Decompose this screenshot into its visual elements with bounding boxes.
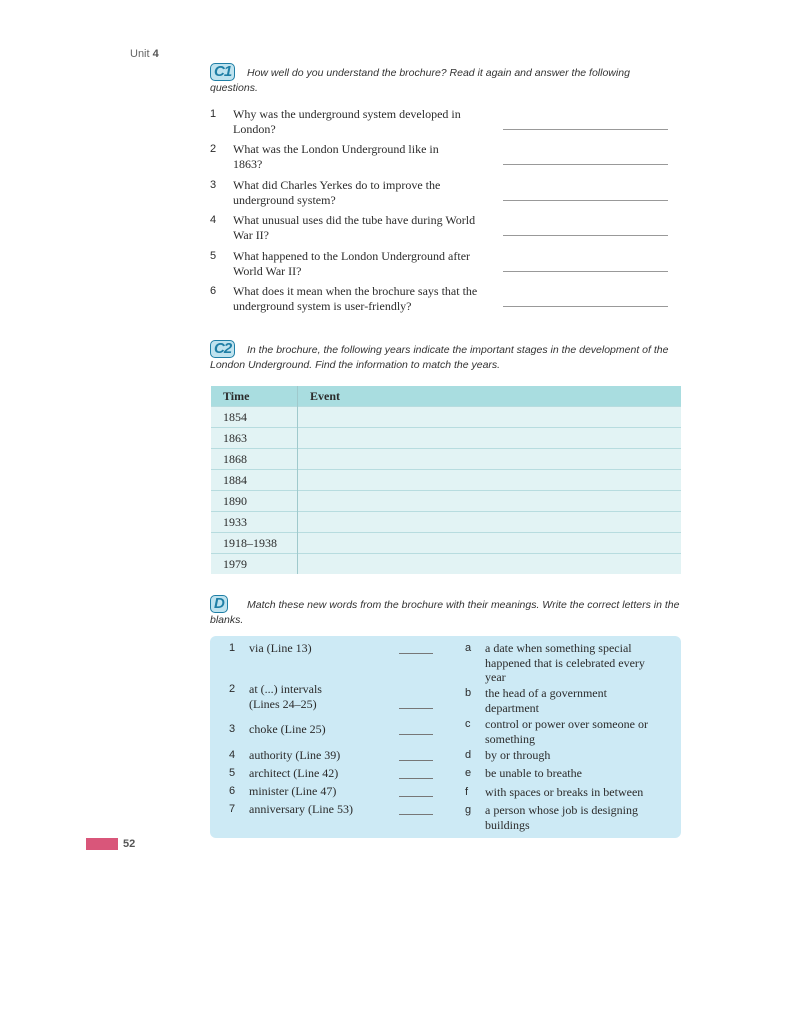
question-text: What did Charles Yerkes do to improve the underground system? [233, 178, 441, 207]
question-text: Why was the underground system developed in London? [233, 107, 461, 136]
event-cell[interactable] [298, 533, 682, 554]
unit-word: Unit [130, 48, 150, 60]
word-number: 7 [229, 803, 236, 815]
c1-question-6 [210, 284, 670, 314]
meaning-text: by or through [485, 748, 551, 762]
word-item-4 [229, 748, 439, 764]
answer-blank[interactable] [399, 760, 433, 761]
year-cell: 1890 [211, 491, 298, 512]
table-row [211, 449, 681, 470]
c1-question-2 [210, 142, 670, 172]
word-item-2 [229, 682, 439, 712]
answer-line[interactable] [503, 164, 668, 165]
header-time: Time [211, 386, 298, 407]
word-text: via (Line 13) [249, 641, 312, 655]
answer-blank[interactable] [399, 814, 433, 815]
year-cell: 1979 [211, 554, 298, 575]
table-row [211, 554, 681, 575]
word-text: choke (Line 25) [249, 722, 326, 736]
meaning-item-d [465, 748, 675, 764]
event-cell[interactable] [298, 428, 682, 449]
question-text: What unusual uses did the tube have during World War II? [233, 213, 476, 242]
c1-badge-label: C1 [210, 63, 235, 81]
table-row [211, 491, 681, 512]
unit-label [130, 48, 159, 60]
table-row [211, 533, 681, 554]
c1-question-1 [210, 107, 670, 137]
word-number: 1 [229, 642, 236, 654]
meaning-letter: c [465, 718, 471, 730]
word-number: 3 [229, 723, 236, 735]
question-number: 1 [210, 108, 217, 120]
meaning-item-b [465, 686, 675, 716]
word-number: 4 [229, 749, 236, 761]
meaning-item-f [465, 785, 680, 801]
timeline-table [211, 386, 681, 574]
meaning-text: a person whose job is designing buildings [485, 803, 638, 832]
year-cell: 1918–1938 [211, 533, 298, 554]
word-text: anniversary (Line 53) [249, 802, 353, 816]
year-cell: 1868 [211, 449, 298, 470]
answer-blank[interactable] [399, 653, 433, 654]
meaning-letter: g [465, 804, 472, 816]
page-number: 52 [123, 838, 136, 850]
unit-number: 4 [152, 48, 159, 60]
c1-question-3 [210, 178, 670, 208]
d-instructions: Match these new words from the brochure with their meanings. Write the correct letters in the blanks. [210, 599, 680, 626]
word-text: minister (Line 47) [249, 784, 337, 798]
answer-blank[interactable] [399, 708, 433, 709]
word-text: authority (Line 39) [249, 748, 341, 762]
word-item-3 [229, 722, 439, 738]
meaning-letter: d [465, 749, 472, 761]
question-text: What happened to the London Underground after World War II? [233, 249, 471, 278]
event-cell[interactable] [298, 491, 682, 512]
c2-instructions: In the brochure, the following years indicate the important stages in the development of the London Underground. Find the information to match the years. [210, 344, 669, 371]
question-number: 5 [210, 250, 217, 262]
page-number-bar [86, 838, 118, 850]
answer-blank[interactable] [399, 778, 433, 779]
c2-badge-label: C2 [210, 340, 235, 358]
d-badge-label: D [210, 595, 228, 613]
word-text: at (...) intervals (Lines 24–25) [249, 682, 322, 711]
word-item-6 [229, 784, 439, 800]
word-text: architect (Line 42) [249, 766, 339, 780]
question-number: 3 [210, 179, 217, 191]
word-item-7 [229, 802, 439, 818]
word-item-5 [229, 766, 439, 782]
meaning-letter: e [465, 767, 472, 779]
word-item-1 [229, 641, 439, 657]
meaning-item-c [465, 717, 675, 747]
event-cell[interactable] [298, 512, 682, 533]
table-row [211, 470, 681, 491]
answer-line[interactable] [503, 306, 668, 307]
answer-blank[interactable] [399, 796, 433, 797]
meaning-item-g [465, 803, 675, 833]
c1-question-5 [210, 249, 670, 279]
event-cell[interactable] [298, 470, 682, 491]
meaning-text: control or power over someone or something [485, 717, 648, 746]
answer-line[interactable] [503, 271, 668, 272]
c1-instructions: How well do you understand the brochure? Read it again and answer the following questions. [210, 67, 630, 94]
event-cell[interactable] [298, 554, 682, 575]
year-cell: 1884 [211, 470, 298, 491]
meaning-item-a [465, 641, 675, 685]
event-cell[interactable] [298, 407, 682, 428]
meaning-text: with spaces or breaks in between [485, 785, 644, 799]
question-text: What does it mean when the brochure says that the underground system is user-friendly? [233, 284, 478, 313]
word-number: 6 [229, 785, 236, 797]
word-number: 5 [229, 767, 236, 779]
question-text: What was the London Underground like in 1863? [233, 142, 439, 171]
word-number: 2 [229, 683, 236, 695]
year-cell: 1863 [211, 428, 298, 449]
table-row [211, 512, 681, 533]
answer-line[interactable] [503, 200, 668, 201]
meaning-letter: a [465, 642, 472, 654]
meaning-text: be unable to breathe [485, 766, 582, 780]
answer-line[interactable] [503, 235, 668, 236]
table-row [211, 428, 681, 449]
year-cell: 1933 [211, 512, 298, 533]
header-event: Event [298, 386, 682, 407]
question-number: 2 [210, 143, 217, 155]
table-header-row [211, 386, 681, 407]
year-cell: 1854 [211, 407, 298, 428]
meaning-text: a date when something special happened that is celebrated every year [485, 641, 645, 684]
meaning-text: the head of a government department [485, 686, 607, 715]
c1-question-4 [210, 213, 670, 243]
answer-blank[interactable] [399, 734, 433, 735]
meaning-item-e [465, 766, 675, 782]
event-cell[interactable] [298, 449, 682, 470]
question-number: 4 [210, 214, 217, 226]
table-row [211, 407, 681, 428]
answer-line[interactable] [503, 129, 668, 130]
meaning-letter: b [465, 687, 472, 699]
meaning-letter: f [465, 786, 469, 798]
question-number: 6 [210, 285, 217, 297]
